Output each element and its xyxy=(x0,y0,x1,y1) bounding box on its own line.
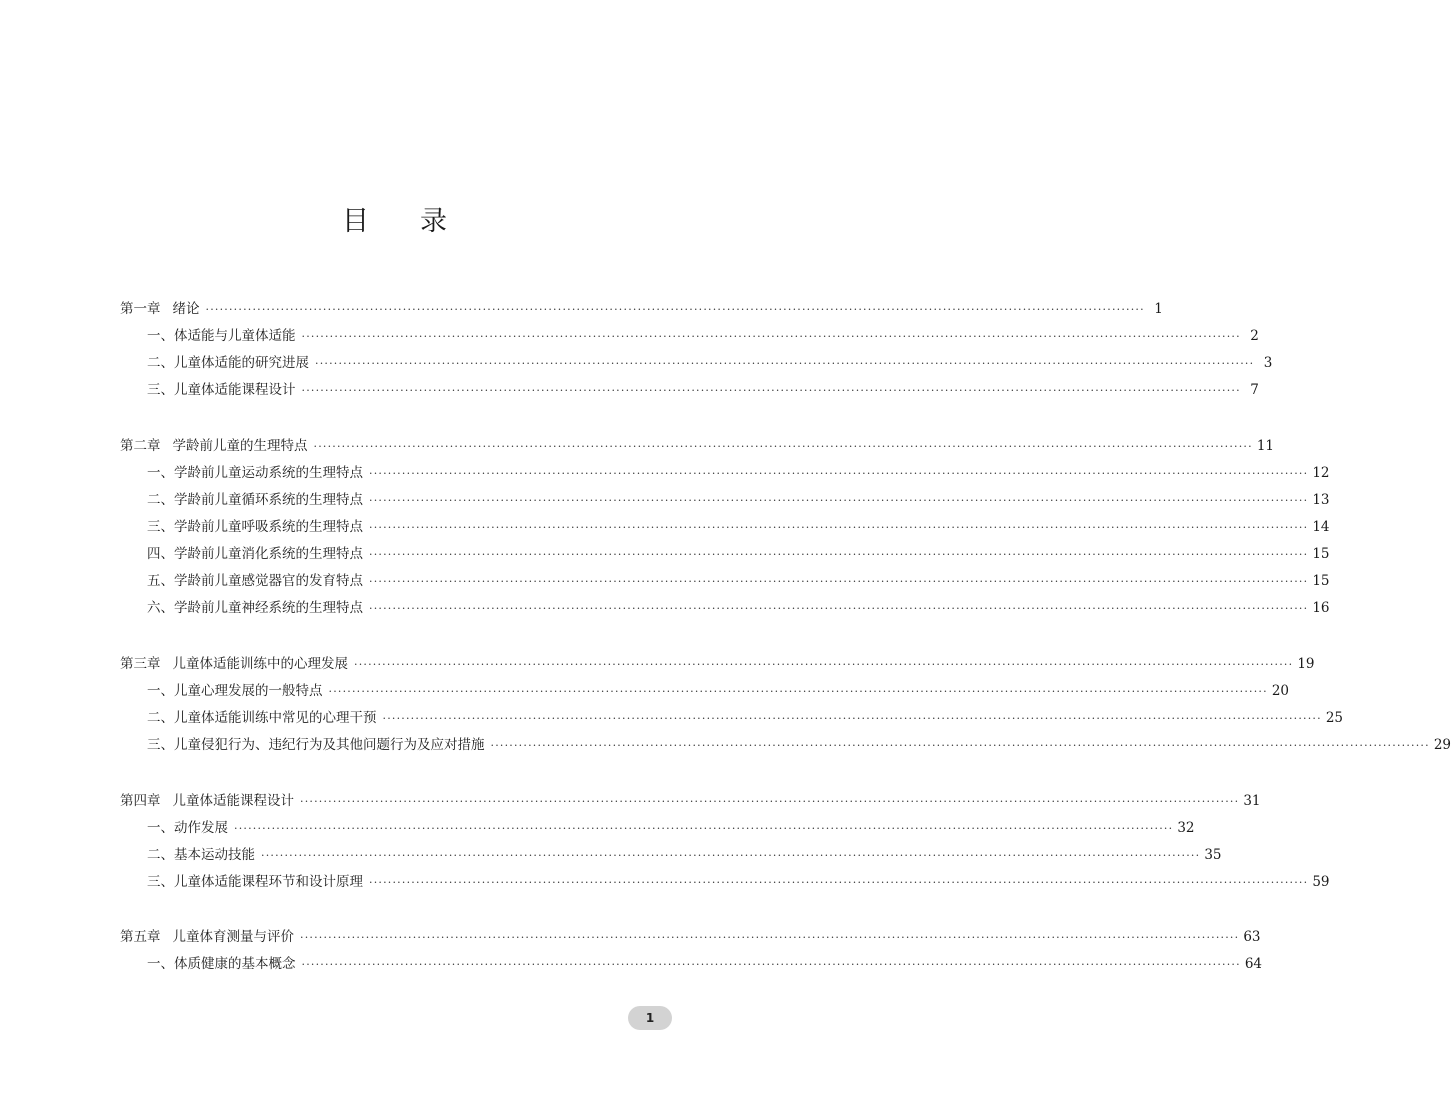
chapter-title: 儿童体育测量与评价 xyxy=(172,929,294,945)
toc-page-number: 64 xyxy=(1244,956,1263,972)
toc-section-row[interactable] xyxy=(147,598,1330,618)
toc-page-number: 19 xyxy=(1297,656,1315,672)
toc-page-number: 63 xyxy=(1243,929,1261,945)
toc-page-number: 12 xyxy=(1312,465,1330,481)
toc-entry-label xyxy=(120,791,294,811)
section-title: 二、基本运动技能 xyxy=(147,847,255,863)
section-title: 三、儿童体适能课程设计 xyxy=(147,382,296,398)
chapter-number: 第二章 xyxy=(120,438,161,454)
dot-leader: ········································································································································································································ xyxy=(369,494,1309,507)
toc-chapter-row[interactable] xyxy=(120,927,1261,947)
toc-page-number: 13 xyxy=(1312,492,1330,508)
chapter-number: 第三章 xyxy=(120,656,161,672)
dot-leader: ········································································································································································································ xyxy=(490,739,1430,752)
toc-section-row[interactable] xyxy=(147,353,1273,373)
chapter-number: 第一章 xyxy=(120,301,161,317)
section-title: 三、学龄前儿童呼吸系统的生理特点 xyxy=(147,519,363,535)
chapter-number: 第五章 xyxy=(120,929,161,945)
toc-entry-label xyxy=(147,681,323,701)
toc-entry-label xyxy=(147,571,363,591)
toc-section-row[interactable] xyxy=(147,490,1330,510)
toc-page-number: 14 xyxy=(1312,519,1330,535)
dot-leader: ········································································································································································································ xyxy=(369,548,1309,561)
page-number-badge: 1 xyxy=(628,1006,672,1030)
section-title: 三、儿童体适能课程环节和设计原理 xyxy=(147,874,363,890)
dot-leader: ········································································································································································································ xyxy=(205,303,1145,316)
toc-entry-label xyxy=(147,353,309,373)
toc-entry-label xyxy=(120,654,348,674)
toc-entry-label xyxy=(120,299,200,319)
section-title: 三、儿童侵犯行为、违纪行为及其他问题行为及应对措施 xyxy=(147,737,485,753)
dot-leader: ········································································································································································································ xyxy=(300,795,1240,808)
toc-page-number: 59 xyxy=(1312,874,1330,890)
toc-entry-label xyxy=(147,490,363,510)
toc-section-row[interactable] xyxy=(147,544,1330,564)
toc-section-row[interactable] xyxy=(147,708,1344,728)
toc-page-number: 20 xyxy=(1271,683,1290,699)
toc-chapter-row[interactable] xyxy=(120,791,1261,811)
title-char-2: 录 xyxy=(420,206,447,237)
toc-entry-label xyxy=(147,598,363,618)
toc-section-row[interactable] xyxy=(147,845,1222,865)
dot-leader: ········································································································································································································ xyxy=(315,357,1255,370)
section-title: 五、学龄前儿童感觉器官的发育特点 xyxy=(147,573,363,589)
toc-entry-label xyxy=(147,845,255,865)
toc-entry-label xyxy=(147,818,228,838)
dot-leader: ········································································································································································································ xyxy=(313,440,1253,453)
toc-section-row[interactable] xyxy=(147,954,1263,974)
chapter-title: 学龄前儿童的生理特点 xyxy=(172,438,308,454)
section-title: 一、体适能与儿童体适能 xyxy=(147,328,296,344)
chapter-title: 儿童体适能课程设计 xyxy=(172,793,294,809)
chapter-title: 绪论 xyxy=(172,301,200,317)
toc-chapter-row[interactable] xyxy=(120,299,1163,319)
dot-leader: ········································································································································································································ xyxy=(300,931,1240,944)
toc-section-row[interactable] xyxy=(147,735,1451,755)
toc-page-number: 16 xyxy=(1312,600,1330,616)
toc-page-number: 25 xyxy=(1325,710,1344,726)
toc-section-row[interactable] xyxy=(147,818,1195,838)
toc-page-number: 29 xyxy=(1433,737,1451,753)
toc-page-number: 2 xyxy=(1250,328,1259,344)
toc-chapter-row[interactable] xyxy=(120,654,1315,674)
toc-entry-label xyxy=(147,735,485,755)
dot-leader: ········································································································································································································ xyxy=(369,575,1309,588)
section-title: 二、儿童体适能的研究进展 xyxy=(147,355,309,371)
section-title: 一、动作发展 xyxy=(147,820,228,836)
toc-entry-label xyxy=(147,708,377,728)
section-title: 一、儿童心理发展的一般特点 xyxy=(147,683,323,699)
toc-entry-label xyxy=(147,380,296,400)
toc-page-number: 1 xyxy=(1154,301,1163,317)
toc-section-row[interactable] xyxy=(147,380,1259,400)
toc-page-number: 15 xyxy=(1312,546,1330,562)
dot-leader: ········································································································································································································ xyxy=(369,467,1309,480)
dot-leader: ········································································································································································································ xyxy=(301,330,1241,343)
section-title: 一、体质健康的基本概念 xyxy=(147,956,296,972)
section-title: 二、学龄前儿童循环系统的生理特点 xyxy=(147,492,363,508)
toc-page-number: 11 xyxy=(1256,438,1275,454)
section-title: 六、学龄前儿童神经系统的生理特点 xyxy=(147,600,363,616)
dot-leader: ········································································································································································································ xyxy=(369,876,1309,889)
toc-entry-label xyxy=(120,436,308,456)
section-title: 四、学龄前儿童消化系统的生理特点 xyxy=(147,546,363,562)
dot-leader: ········································································································································································································ xyxy=(354,658,1294,671)
page-title xyxy=(0,205,790,239)
toc-entry-label xyxy=(147,954,296,974)
toc-section-row[interactable] xyxy=(147,517,1330,537)
dot-leader: ········································································································································································································ xyxy=(301,384,1241,397)
chapter-number: 第四章 xyxy=(120,793,161,809)
toc-page-number: 32 xyxy=(1177,820,1195,836)
toc-page-number: 35 xyxy=(1204,847,1222,863)
dot-leader: ········································································································································································································ xyxy=(369,602,1309,615)
toc-page-number: 15 xyxy=(1312,573,1330,589)
toc-entry-label xyxy=(120,927,294,947)
dot-leader: ········································································································································································································ xyxy=(328,685,1268,698)
toc-entry-label xyxy=(147,463,363,483)
toc-page-number: 31 xyxy=(1243,793,1261,809)
toc-page-number: 7 xyxy=(1250,382,1259,398)
title-char-1: 目 xyxy=(342,206,369,237)
section-title: 二、儿童体适能训练中常见的心理干预 xyxy=(147,710,377,726)
toc-entry-label xyxy=(147,872,363,892)
toc-page-number: 3 xyxy=(1263,355,1273,371)
toc-entry-label xyxy=(147,517,363,537)
toc-section-row[interactable] xyxy=(147,571,1330,591)
dot-leader: ········································································································································································································ xyxy=(369,521,1309,534)
toc-section-row[interactable] xyxy=(147,463,1330,483)
chapter-title: 儿童体适能训练中的心理发展 xyxy=(172,656,348,672)
toc-entry-label xyxy=(147,326,296,346)
toc-entry-label xyxy=(147,544,363,564)
toc-section-row[interactable] xyxy=(147,681,1290,701)
toc-section-row[interactable] xyxy=(147,326,1259,346)
toc-section-row[interactable] xyxy=(147,872,1330,892)
dot-leader: ········································································································································································································ xyxy=(301,958,1241,971)
toc-chapter-row[interactable] xyxy=(120,436,1275,456)
dot-leader: ········································································································································································································ xyxy=(261,849,1201,862)
dot-leader: ········································································································································································································ xyxy=(382,712,1322,725)
section-title: 一、学龄前儿童运动系统的生理特点 xyxy=(147,465,363,481)
dot-leader: ········································································································································································································ xyxy=(234,822,1174,835)
